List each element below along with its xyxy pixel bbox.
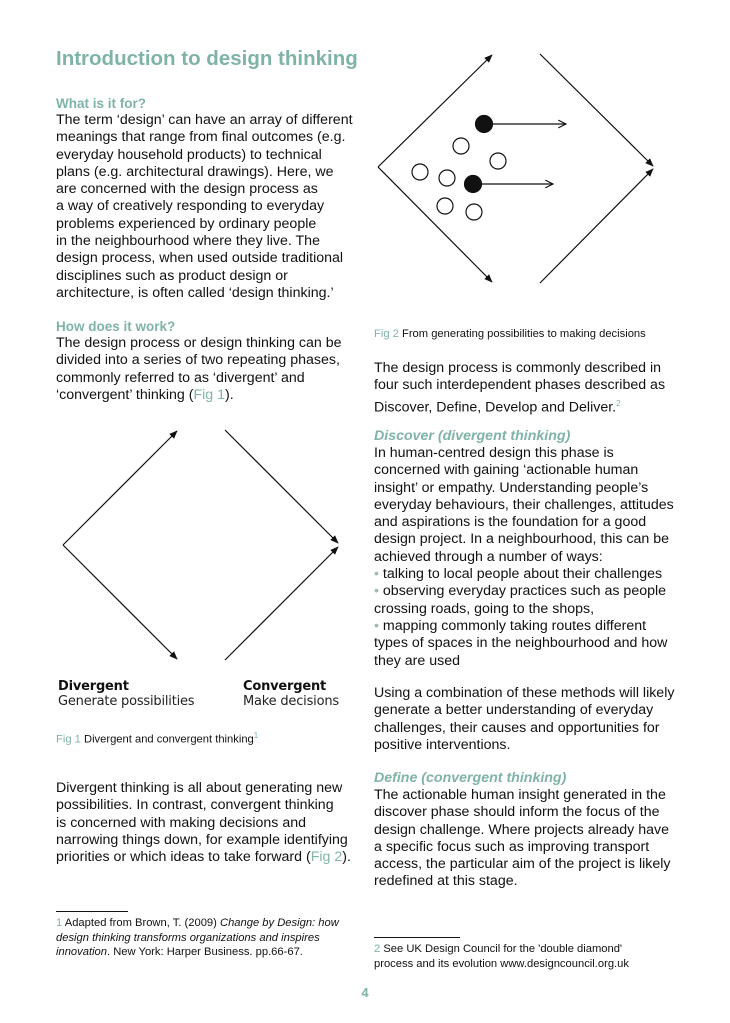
section-heading: What is it for?	[56, 96, 146, 111]
text-line: generate a better understanding of everyday	[374, 702, 654, 719]
section-heading: How does it work?	[56, 319, 176, 334]
text-line: everyday behaviours, their challenges, attitudes	[374, 496, 674, 513]
fig2-diagram	[378, 54, 653, 283]
methods-paragraph	[374, 685, 704, 754]
footnote-number: 2	[374, 943, 381, 955]
text-line: four such interdependent phases described as	[374, 377, 666, 394]
text-fragment: . New York: Harper Business. pp.66-67.	[107, 946, 303, 958]
bullet-icon: •	[374, 617, 379, 634]
label-title: Divergent	[58, 679, 129, 694]
fig1-link[interactable]: Fig 1	[193, 386, 226, 403]
footnote-ref[interactable]: 2	[616, 398, 621, 408]
text-line: insight’ or empathy. Understanding people’s	[374, 479, 649, 496]
text-line	[56, 387, 366, 404]
section-body	[56, 112, 366, 302]
text-line: meanings that range from final outcomes (e.g.	[56, 129, 346, 146]
selected-idea-dot-icon	[476, 116, 493, 133]
text-line: disciplines such as product design or	[56, 267, 288, 284]
text-line: Divergent thinking is all about generating new	[56, 780, 343, 796]
page-number: 4	[361, 985, 369, 1000]
text-fragment: See UK Design Council for the 'double diamond'	[383, 943, 623, 955]
bullet-item	[374, 618, 704, 635]
text-line: in the neighbourhood where they live. The	[56, 233, 320, 250]
page-title: Introduction to design thinking	[56, 47, 358, 70]
convergent-down-arrow-icon	[225, 430, 338, 543]
text-line: challenges, their causes and opportunities for	[374, 719, 660, 736]
section-heading: Discover (divergent thinking)	[374, 428, 571, 444]
footnote-ref[interactable]: 1	[253, 731, 259, 740]
fig2-caption	[374, 328, 646, 340]
idea-circle-icon	[453, 138, 469, 154]
text-line: The actionable human insight generated in the	[374, 787, 666, 803]
footnote-text	[56, 916, 356, 960]
section-define	[374, 770, 704, 891]
text-fragment: Adapted from Brown, T. (2009)	[64, 917, 220, 929]
text-fragment: ).	[225, 386, 234, 403]
idea-circle-icon	[490, 153, 506, 169]
text-line: The term ‘design’ can have an array of different	[56, 112, 353, 128]
bullet-text: mapping commonly taking routes different	[382, 617, 647, 634]
footnote-text: process and its evolution www.designcouncil.org.uk	[374, 957, 629, 970]
text-line: narrowing things down, for example identifying	[56, 831, 348, 848]
text-fragment: Discover, Define, Develop and Deliver.	[374, 399, 617, 416]
selected-idea-dot-icon	[465, 176, 482, 193]
bullet-icon: •	[374, 566, 379, 583]
bullet-text: observing everyday practices such as people	[382, 583, 667, 600]
text-line: concerned with gaining ‘actionable human	[374, 462, 639, 479]
caption-label: Fig 2	[374, 328, 399, 340]
text-line: architecture, is often called ‘design thinking.’	[56, 284, 334, 301]
text-fragment: ‘convergent’ thinking (	[56, 386, 194, 403]
section-discover	[374, 428, 704, 670]
divergent-paragraph	[56, 780, 376, 866]
bullet-icon: •	[374, 583, 379, 600]
idea-circle-icon	[466, 204, 482, 220]
caption-text: From generating possibilities to making decisions	[401, 328, 646, 340]
label-subtitle: Make decisions	[243, 694, 339, 709]
footnote-number: 1	[56, 917, 63, 929]
text-line: discover phase should inform the focus of the	[374, 804, 660, 821]
text-line: positive interventions.	[374, 736, 511, 753]
fig2-divergent-down-arrow-icon	[378, 167, 492, 282]
text-line: achieved through a number of ways:	[374, 548, 603, 565]
fig2-convergent-up-arrow-icon	[540, 169, 653, 283]
bullet-item	[374, 583, 704, 600]
section-body	[56, 335, 366, 404]
text-line: redefined at this stage.	[374, 873, 518, 890]
footnote-2	[374, 937, 694, 971]
book-title: Change by Design: how design thinking transforms organizations and inspires innovation	[56, 917, 339, 958]
convergent-up-arrow-icon	[225, 547, 338, 660]
text-line: problems experienced by ordinary people	[56, 215, 317, 232]
bullet-text: talking to local people about their challenges	[382, 566, 663, 583]
text-line: In human-centred design this phase is	[374, 445, 614, 461]
text-line: The design process is commonly described in	[374, 360, 662, 376]
text-line: a way of creatively responding to everyday	[56, 198, 325, 215]
text-line: divided into a series of two repeating phases,	[56, 352, 340, 369]
caption-label: Fig 1	[56, 733, 81, 746]
text-line: they are used	[374, 652, 460, 669]
divergent-label	[58, 679, 194, 709]
footnote-1	[56, 911, 356, 960]
text-line: types of spaces in the neighbourhood and how	[374, 635, 668, 652]
convergent-label	[243, 679, 339, 709]
section-how-does-it-work	[56, 318, 366, 404]
caption-text: Divergent and convergent thinking	[83, 733, 254, 746]
fig2-convergent-down-arrow-icon	[540, 54, 653, 166]
divergent-up-arrow-icon	[63, 431, 177, 545]
text-line	[374, 395, 704, 417]
fig2-divergent-up-arrow-icon	[378, 55, 492, 167]
text-line: commonly referred to as ‘divergent’ and	[56, 369, 305, 386]
footnote-text	[374, 942, 694, 957]
fig2-link[interactable]: Fig 2	[310, 849, 343, 866]
text-line: design process, when used outside traditional	[56, 250, 344, 267]
text-line	[56, 849, 376, 866]
text-line: design challenge. Where projects already have	[374, 821, 669, 838]
text-line: design project. In a neighbourhood, this can be	[374, 531, 669, 548]
footnote-divider	[374, 937, 460, 938]
label-subtitle: Generate possibilities	[58, 694, 195, 709]
fig1-caption	[56, 731, 258, 746]
text-fragment: ).	[342, 849, 351, 866]
idea-circle-icon	[437, 198, 453, 214]
bullet-item	[374, 566, 704, 583]
footnote-divider	[56, 911, 128, 912]
section-what-is-it-for	[56, 95, 366, 302]
phases-intro	[374, 360, 704, 417]
fig1-arrows	[63, 430, 338, 660]
text-line: crossing roads, going to the shops,	[374, 600, 595, 617]
text-fragment: priorities or which ideas to take forward (	[56, 849, 311, 866]
idea-circle-icon	[412, 164, 428, 180]
text-line: Using a combination of these methods will likely	[374, 685, 675, 701]
text-line: are concerned with the design process as	[56, 181, 318, 198]
text-line: is concerned with making decisions and	[56, 814, 306, 831]
text-line: everyday household products) to technical	[56, 146, 322, 163]
section-heading: Define (convergent thinking)	[374, 770, 567, 786]
idea-circle-icon	[439, 170, 455, 186]
text-line: plans (e.g. architectural drawings). Here, we	[56, 163, 334, 180]
text-line: possibilities. In contrast, convergent thinking	[56, 797, 334, 814]
divergent-down-arrow-icon	[63, 545, 177, 659]
text-line: a specific focus such as improving transport	[374, 838, 650, 855]
label-title: Convergent	[243, 679, 327, 694]
text-line: The design process or design thinking can be	[56, 335, 342, 351]
text-line: and aspirations is the foundation for a good	[374, 514, 647, 531]
text-line: access, the particular aim of the project is likely	[374, 856, 671, 873]
